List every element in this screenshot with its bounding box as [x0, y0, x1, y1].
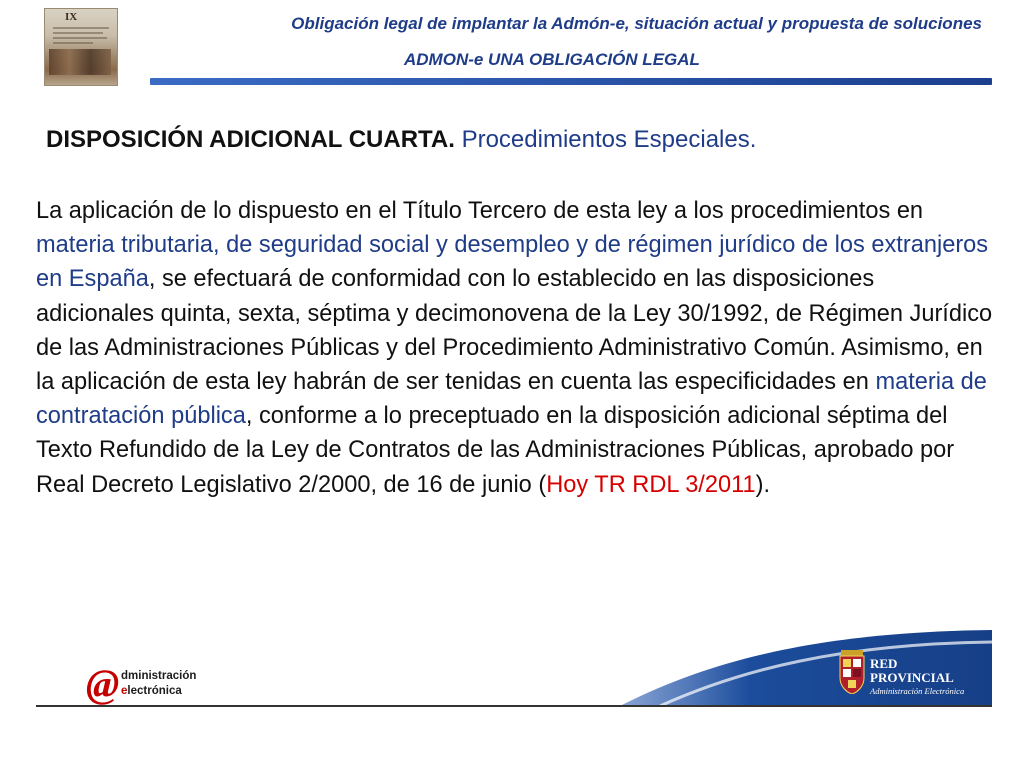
cover-text-line	[53, 27, 109, 29]
administracion-electronica-logo	[86, 661, 216, 706]
slide-header-title: Obligación legal de implantar la Admón-e, situación actual y propuesta de soluciones	[291, 14, 982, 33]
header-divider	[150, 78, 992, 85]
slide-header-subtitle: ADMON-e UNA OBLIGACIÓN LEGAL	[404, 50, 700, 69]
text-segment: ).	[755, 471, 771, 498]
conference-cover-thumbnail	[44, 8, 118, 86]
logo-line-1: dministración	[121, 670, 197, 682]
footer-blue-swoosh	[620, 620, 992, 710]
highlight-tributaria: materia tributaria, de seguridad social y desempleo y de régimen jurídico de los extranjeros en España	[36, 232, 989, 293]
coat-of-arms-icon	[838, 650, 866, 694]
logo-line-2	[121, 685, 182, 697]
highlight-tr-rdl: Hoy TR RDL 3/2011	[546, 471, 756, 498]
cover-text-line	[53, 32, 103, 34]
heading-rest: Procedimientos Especiales.	[461, 126, 757, 153]
cover-text-line	[53, 42, 93, 44]
cover-edition-label: IX	[65, 11, 78, 23]
text-segment: La aplicación de lo dispuesto en el Título Tercero de esta ley a los procedimientos en	[36, 198, 924, 224]
text-segment: , se efectuará de conformidad con lo establecido en las disposiciones adicionales quinta, sexta, séptima y decimonovena de la Ley 30/1992, de Régimen Jurídico de las Administraciones Públicas y del Procedimiento Administrativo Común. Asimismo, en la aplicación de esta ley habrán de ser tenidas en cuenta las especificidades en	[36, 266, 993, 396]
red-provincial-line-3: Administración Electrónica	[870, 686, 965, 696]
heading-strong: DISPOSICIÓN ADICIONAL CUARTA.	[46, 126, 455, 153]
legal-text-paragraph	[36, 194, 996, 502]
cover-text-line	[53, 37, 107, 39]
logo-e-letter: e	[121, 685, 128, 697]
section-heading	[46, 126, 756, 154]
highlight-contratacion: materia de contratación pública	[36, 369, 987, 430]
logo-line-2-rest: lectrónica	[127, 685, 182, 697]
red-provincial-line-2: PROVINCIAL	[870, 670, 954, 685]
footer-divider	[36, 705, 992, 707]
red-provincial-line-1: RED	[870, 656, 898, 671]
at-sign-icon: @	[86, 661, 120, 706]
cover-photo	[49, 49, 111, 75]
text-segment: , conforme a lo preceptuado en la disposición adicional séptima del Texto Refundido de la Ley de Contratos de las Administraciones Públicas, aprobado por Real Decreto Legislativo 2/2000, de 16 de junio (	[36, 403, 955, 498]
